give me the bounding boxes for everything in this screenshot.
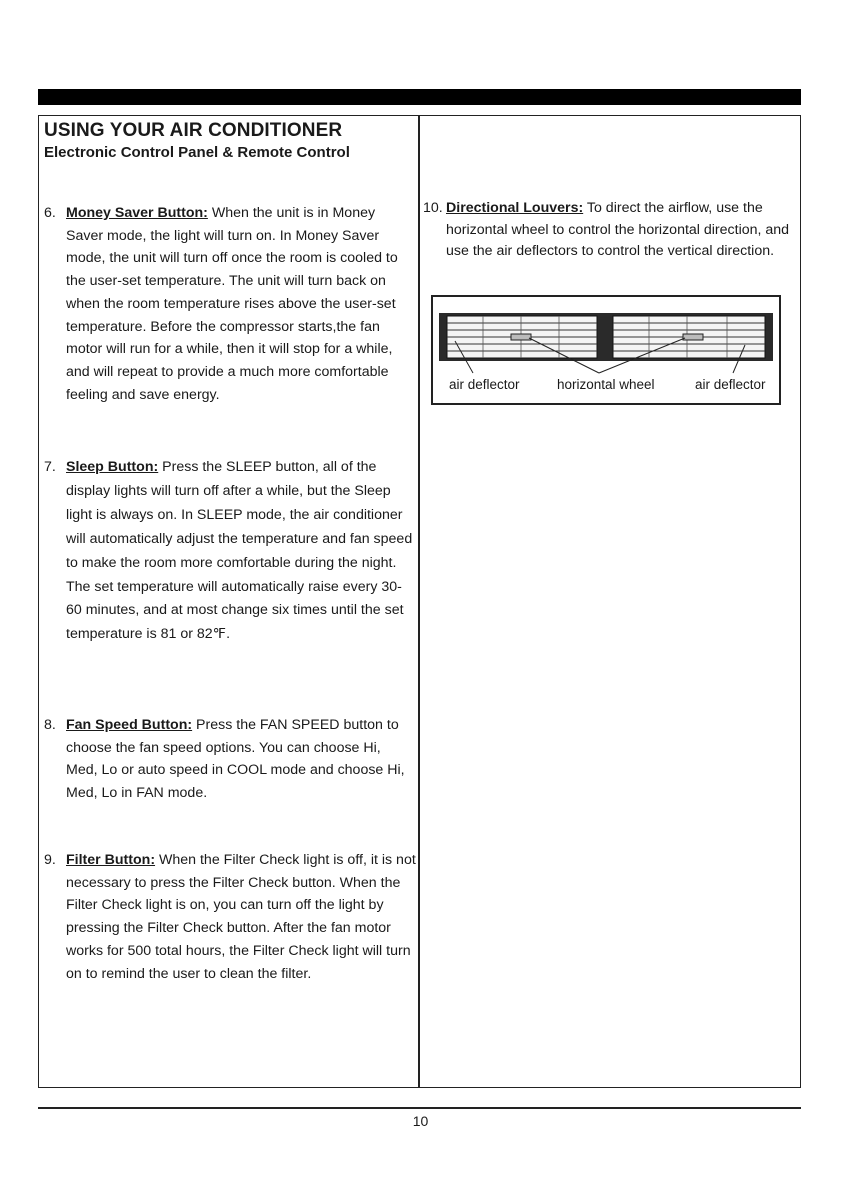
item-heading: Money Saver Button:: [66, 205, 208, 221]
label-air-deflector-left: air deflector: [449, 377, 520, 392]
list-item-money-saver: [44, 202, 416, 406]
item-text: Press the FAN SPEED button to choose the fan speed options. You can choose Hi, Med, Lo or auto speed in COOL mode and choose Hi, Med, Lo in FAN mode.: [66, 717, 405, 802]
item-heading: Filter Button:: [66, 852, 156, 868]
item-text: To direct the airflow, use the horizontal wheel to control the horizontal direction, and use the air deflectors to control the vertical direction.: [446, 200, 790, 259]
item-number: 8.: [44, 717, 56, 733]
list-item-sleep: [44, 456, 416, 647]
page-number: 10: [412, 1113, 429, 1129]
list-item-filter: [44, 849, 416, 985]
header-bar: [38, 89, 801, 105]
page-subtitle: Electronic Control Panel & Remote Control: [44, 144, 350, 161]
horizontal-wheel-right: [683, 334, 703, 340]
column-divider: [418, 115, 420, 1088]
footer-rule: [38, 1107, 801, 1109]
item-number: 9.: [44, 852, 56, 868]
item-heading: Directional Louvers:: [446, 200, 584, 216]
item-number: 7.: [44, 459, 56, 475]
item-number: 6.: [44, 205, 56, 221]
page-title: USING YOUR AIR CONDITIONER: [44, 120, 343, 141]
item-text: When the unit is in Money Saver mode, the light will turn on. In Money Saver mode, the unit will turn off once the room is cooled to the user-set temperature. The unit will turn back on when the room temperature rises above the user-set temperature. Before the compressor starts,the fan motor will run for a while, then it will stop for a while, and will repeat to provide a much more comfortable feeling and save energy.: [66, 205, 398, 403]
item-heading: Sleep Button:: [66, 459, 159, 475]
horizontal-wheel-left: [511, 334, 531, 340]
item-heading: Fan Speed Button:: [66, 717, 193, 733]
list-item-fan-speed: [44, 714, 416, 805]
item-number: 10.: [423, 200, 443, 216]
label-air-deflector-right: air deflector: [695, 377, 766, 392]
item-text: When the Filter Check light is off, it is not necessary to press the Filter Check button. When the Filter Check light is on, you can turn off the light by pressing the Filter Check button. After the fan motor works for 500 total hours, the Filter Check light will turn on to remind the user to clean the filter.: [66, 852, 416, 982]
item-text: Press the SLEEP button, all of the display lights will turn off after a while, but the Sleep light is always on. In SLEEP mode, the air conditioner will automatically adjust the temperature and fan speed to make the room more comfortable during the night. The set temperature will automatically raise every 30-60 minutes, and at most change six times until the set temperature is 81 or 82℉.: [66, 459, 413, 643]
label-horizontal-wheel: horizontal wheel: [557, 377, 655, 392]
list-item-louvers: [423, 198, 791, 263]
